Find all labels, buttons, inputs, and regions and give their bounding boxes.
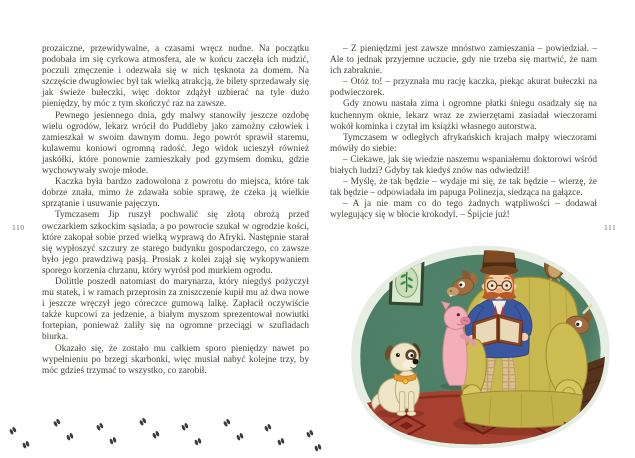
paragraph: – Z pieniędzmi jest zawsze mnóstwo zamieszania – powiedział. – Ale to jednak przyjemne uczucie, gdy nie trzeba się martwić, że nam ich zabraknie.	[330, 44, 597, 77]
page-left-text	[42, 44, 309, 377]
paragraph: Pewnego jesiennego dnia, gdy malwy stanowiły jeszcze ozdobę wielu ogrodów, lekarz wrócił do Puddleby jako zamożny człowiek i zamieszkał w swoim dawnym domu. Jego powrót sprawił staremu, kulawemu koniowi ogromną radość. Jego widok ucieszył również jaskółki, które ponownie zamieszkały pod gzymsem domku, gdzie wychowywały swoje młode.	[42, 110, 309, 177]
paragraph: – A ja nie mam co do tego żadnych wątpliwości – dodawał wylegujący się w błocie krokodyl. – Śpijcie już!	[330, 199, 597, 221]
illustration-doctor-reading	[350, 244, 610, 448]
hoof-print-trail-icon	[4, 414, 322, 456]
paragraph: Okazało się, że zostało mu całkiem sporo pieniędzy nawet po wypełnieniu po brzegi skarbonki, więc musiał nabyć kolejne trzy, by móc gdzieś trzymać to wszystko, co zarobił.	[42, 343, 309, 376]
paragraph: – Otóż to! – przyznała mu rację kaczka, piekąc akurat bułeczki na podwieczorek.	[330, 77, 597, 99]
page-number-left: 110	[12, 223, 25, 232]
paragraph: Dolittle poszedł natomiast do marynarza, który niegdyś pożyczył mu statek, i w ramach przeprosin za zniszczenie kupił mu aż dwa nowe i jeszcze wręczył jego córeczce gumową lalkę. Zapłacił oczywiście także kupcowi za jedzenie, a białym myszom sprezentował nowiutki fortepian, ponieważ żaliły się na ogromne przeciągi w szufladach biurka.	[42, 276, 309, 343]
paragraph: prozaiczne, przewidywalne, a czasami wręcz nudne. Na początku podobała im się cyrkowa atmosfera, ale w końcu zaczęła ich nudzić, poczuli zmęczenie i odezwała się w nich tęsknota za domem. Na szczęście dwugłowiec był tak wielką atrakcją, że bilety sprzedawały się jak świeże bułeczki, więc doktor zdążył uzbierać na tyle dużo pieniędzy, by móc z tym skończyć raz na zawsze.	[42, 44, 309, 110]
paragraph: – Myślę, że tak będzie – wydaje mi się, że tak będzie – wierzę, że tak będzie – odpowiadała im papuga Polinezja, siedząca na gałązce.	[330, 177, 597, 199]
paragraph: Gdy znowu nastała zima i ogromne płatki śniegu osadzały się na kuchennym oknie, lekarz wraz ze zwierzętami zasiadał wieczorami wokół kominka i czytał im książki własnego autorstwa.	[330, 99, 597, 132]
paragraph: – Ciekawe, jak się wiedzie naszemu wspaniałemu doktorowi wśród białych ludzi? Gdyby tak kiedyś znów nas odwiedził!	[330, 154, 597, 177]
plant-sprig-icon	[406, 272, 407, 292]
paragraph: Tymczasem Jip ruszył pochwalić się złotą obrożą przed owczarkiem szkockim sąsiada, a po powrocie szukał w ogrodzie kości, które zakopał sobie przed wielką wyprawą do Afryki. Następnie starał się wypłoszyć szczury ze starego budynku gospodarczego, co zawsze było jego prawdziwą pasją. Prosiak z kolei zajął się wykopywaniem sporego korzenia chrzanu, który wyrósł pod murkiem ogrodu.	[42, 210, 309, 276]
paragraph: Tymczasem w odległych afrykańskich krajach małpy wieczorami mówiły do siebie:	[330, 132, 597, 154]
paragraph: Kaczka była bardzo zadowolona z powrotu do miejsca, które tak dobrze znała, mimo że zdawała sobie sprawę, że czeka ją wielkie sprzątanie i usuwanie pajęczyn.	[42, 177, 309, 210]
page-right-text	[330, 44, 597, 222]
page-number-right: 111	[604, 223, 617, 232]
